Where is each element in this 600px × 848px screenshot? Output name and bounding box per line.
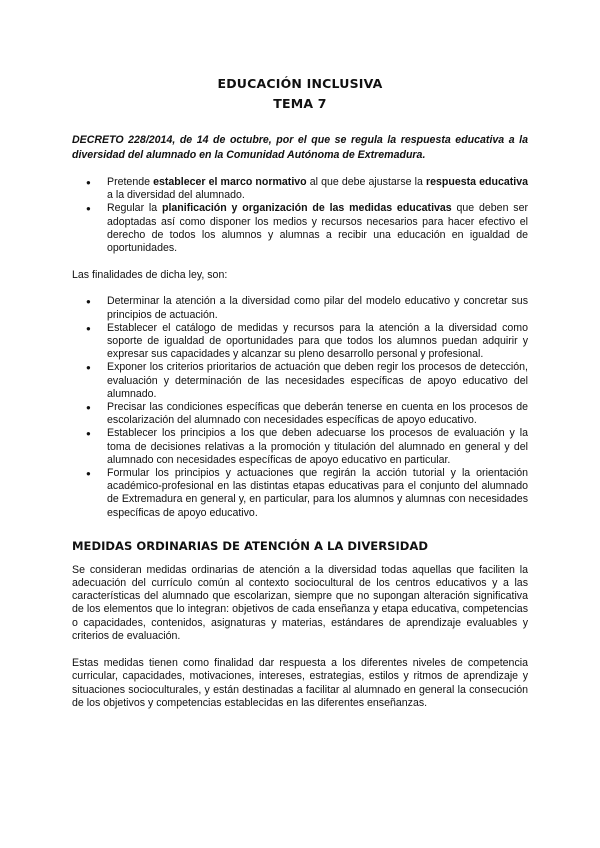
item-text: Exponer los criterios prioritarios de actuación que deben regir los procesos de detección, evaluación y determinación de las necesidades específicas de apoyo educativo del alumnado. [107,361,528,400]
item-text: Pretende [107,176,154,188]
bullet-icon: ● [86,469,91,479]
item-text: Regular la [107,202,162,215]
list-item [72,361,528,401]
purposes-list [72,295,528,519]
item-bold-text: establecer el marco normativo [153,176,307,188]
list-item [72,202,528,255]
bullet-icon: ● [86,363,91,373]
objectives-list [72,176,528,255]
item-text: Determinar la atención a la diversidad como pilar del modelo educativo y concretar sus principios de actuación. [107,295,528,321]
item-text: que deben ser adoptadas así como disponer los medios y recursos necesarios para hacer efectivo el derecho de todos los alumnos y alumnas a recibir una educación en igualdad de oportunidades. [107,202,528,255]
document-title: EDUCACIÓN INCLUSIVA [217,76,383,91]
bullet-icon: ● [86,323,91,333]
title-block [72,0,528,114]
document-subtitle: TEMA 7 [273,96,327,111]
section-paragraph: Se consideran medidas ordinarias de atención a la diversidad todas aquellas que faciliten la adecuación del currículo común al contexto sociocultural de los centros educativos y a las características del alumnado que escolarizan, siempre que no supongan alteración significativa de los elementos que lo integran: objetivos de cada enseñanza y etapa educativa, competencias o capacidades, contenidos, asignaturas y materias, estándares de aprendizaje evaluables y criterios de evaluación. [72,563,528,642]
list-item [72,401,528,427]
item-text: a la diversidad del alumnado. [107,189,245,202]
section-paragraph: Estas medidas tienen como finalidad dar respuesta a los diferentes niveles de competencia curricular, capacidades, motivaciones, intereses, estrategias, estilos y ritmos de aprendizaje y situaciones socioculturales, y están destinadas a facilitar al alumnado en general la consecución de los objetivos y competencias establecidas en las diferentes enseñanzas. [72,657,528,709]
bullet-icon: ● [86,403,91,413]
list-item [72,295,528,321]
item-bold-text: respuesta educativa [425,176,528,188]
bullet-icon: ● [86,204,91,214]
bullet-icon: ● [86,297,91,307]
list-item [72,176,528,202]
item-text: Establecer el catálogo de medidas y recursos para la atención a la diversidad como soporte de igualdad de oportunidades para que todos los alumnos puedan adquirir y expresar sus capacidades y alcanzar su pleno desarrollo personal y profesional. [107,321,528,361]
bullet-icon: ● [86,429,91,439]
section-heading: MEDIDAS ORDINARIAS DE ATENCIÓN A LA DIVERSIDAD [72,538,429,553]
decree-reference: DECRETO 228/2014, de 14 de octubre, por el que se regula la respuesta educativa a la diversidad del alumnado en la Comunidad Autónoma de Extremadura. [72,134,528,161]
list-item [72,467,528,520]
item-text: al que debe ajustarse la [306,176,426,188]
item-text: Establecer los principios a los que deben adecuarse los procesos de evaluación y la toma de decisiones relativas a la promoción y titulación del alumnado en general y del alumnado con necesidades específicas de apoyo educativo en particular. [107,427,528,466]
purposes-intro: Las finalidades de dicha ley, son: [72,269,228,282]
item-bold-text: planificación y organización de las medidas educativas [161,202,452,215]
list-item [72,322,528,362]
item-text: Precisar las condiciones específicas que deberán tenerse en cuenta en los procesos de escolarización del alumnado con necesidades específicas de apoyo educativo. [107,401,528,427]
list-item [72,427,528,467]
bullet-icon: ● [86,178,91,187]
item-text: Formular los principios y actuaciones que regirán la acción tutorial y la orientación académico-profesional en las distintas etapas educativas para el conjunto del alumnado de Extremadura en general y, en particular, para los alumnos y alumnas con necesidades específicas de apoyo educativo. [107,467,528,519]
